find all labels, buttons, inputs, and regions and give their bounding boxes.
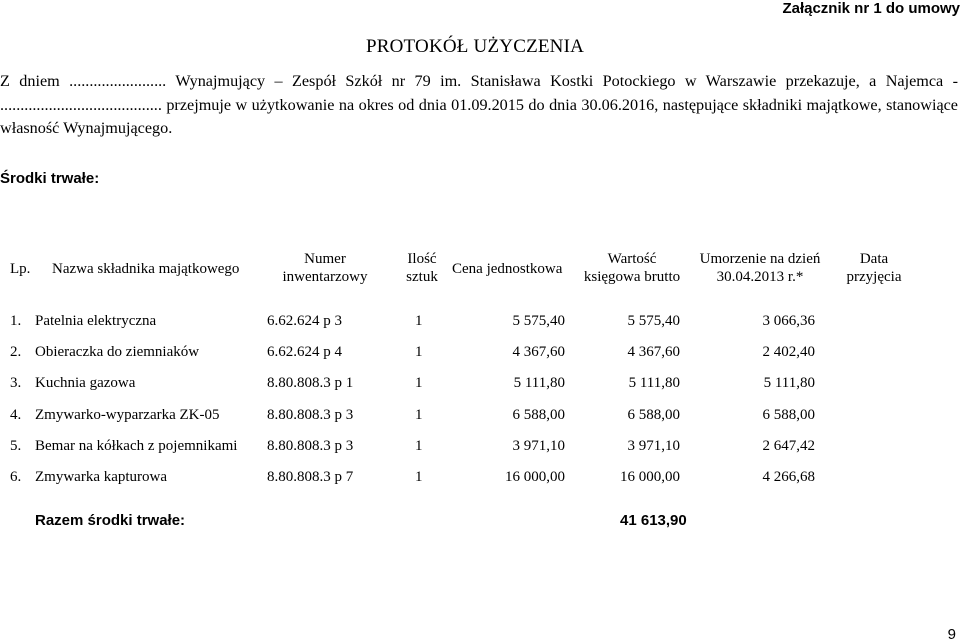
header-name: Nazwa składnika majątkowego (52, 261, 240, 277)
section-heading: Środki trwałe: (0, 170, 100, 187)
header-acceptance-date: Data przyjęcia (846, 251, 902, 285)
header-book-value: Wartość księgowa brutto (583, 251, 681, 285)
table-row (0, 340, 960, 364)
annex-label: Załącznik nr 1 do umowy (782, 0, 960, 17)
header-quantity: Ilość sztuk (406, 251, 438, 285)
row-lp: 1. (10, 313, 22, 329)
row-lp: 6. (10, 469, 22, 485)
row-name: Kuchnia gazowa (35, 375, 136, 391)
row-book-value: 4 367,60 (627, 344, 680, 360)
table-row (0, 309, 960, 333)
row-book-value: 16 000,00 (620, 469, 680, 485)
row-unit-price: 5 111,80 (513, 375, 565, 391)
row-inventory-number: 8.80.808.3 p 3 (267, 407, 354, 423)
intro-paragraph: Z dniem ........................ Wynajmujący – Zespół Szkół nr 79 im. Stanisława Kostki Potockiego w Warszawie przekazuje, a Najemca - ........................................ przejmuje w użytkowanie na okres od dnia 01.09.2015 do dnia 30.06.2016, następujące składniki majątkowe, stanowiące własność Wynajmującego. (0, 72, 958, 137)
header-inventory-number: Numer inwentarzowy (282, 251, 368, 285)
table-row (0, 371, 960, 395)
row-depreciation: 4 266,68 (762, 469, 815, 485)
document-title: PROTOKÓŁ UŻYCZENIA (366, 36, 585, 57)
total-value: 41 613,90 (620, 512, 687, 529)
page-number: 9 (947, 626, 956, 643)
row-inventory-number: 8.80.808.3 p 7 (267, 469, 354, 485)
row-quantity: 1 (415, 407, 423, 423)
row-book-value: 5 111,80 (628, 375, 680, 391)
row-book-value: 3 971,10 (627, 438, 680, 454)
row-lp: 4. (10, 407, 22, 423)
row-lp: 2. (10, 344, 22, 360)
table-row (0, 434, 960, 458)
row-book-value: 6 588,00 (627, 407, 680, 423)
row-unit-price: 4 367,60 (512, 344, 565, 360)
header-depreciation: Umorzenie na dzień 30.04.2013 r.* (699, 251, 821, 285)
row-name: Zmywarko-wyparzarka ZK-05 (35, 407, 220, 423)
row-inventory-number: 8.80.808.3 p 1 (267, 375, 354, 391)
row-unit-price: 16 000,00 (505, 469, 565, 485)
row-quantity: 1 (415, 313, 423, 329)
row-name: Obieraczka do ziemniaków (35, 344, 200, 360)
row-lp: 5. (10, 438, 22, 454)
row-inventory-number: 8.80.808.3 p 3 (267, 438, 354, 454)
row-lp: 3. (10, 375, 22, 391)
row-name: Bemar na kółkach z pojemnikami (35, 438, 238, 454)
table-row (0, 403, 960, 427)
header-lp: Lp. (10, 261, 31, 277)
row-quantity: 1 (415, 438, 423, 454)
row-unit-price: 3 971,10 (512, 438, 565, 454)
row-name: Patelnia elektryczna (35, 313, 157, 329)
row-depreciation: 5 111,80 (763, 375, 815, 391)
row-depreciation: 2 647,42 (762, 438, 815, 454)
total-label: Razem środki trwałe: (35, 512, 186, 529)
row-depreciation: 2 402,40 (762, 344, 815, 360)
header-unit-price: Cena jednostkowa (452, 261, 563, 277)
table-row (0, 465, 960, 489)
row-unit-price: 5 575,40 (512, 313, 565, 329)
row-inventory-number: 6.62.624 p 4 (267, 344, 342, 360)
row-name: Zmywarka kapturowa (35, 469, 168, 485)
row-quantity: 1 (415, 344, 423, 360)
row-inventory-number: 6.62.624 p 3 (267, 313, 342, 329)
row-depreciation: 6 588,00 (762, 407, 815, 423)
row-unit-price: 6 588,00 (512, 407, 565, 423)
row-depreciation: 3 066,36 (762, 313, 815, 329)
row-quantity: 1 (415, 469, 423, 485)
row-book-value: 5 575,40 (627, 313, 680, 329)
row-quantity: 1 (415, 375, 423, 391)
